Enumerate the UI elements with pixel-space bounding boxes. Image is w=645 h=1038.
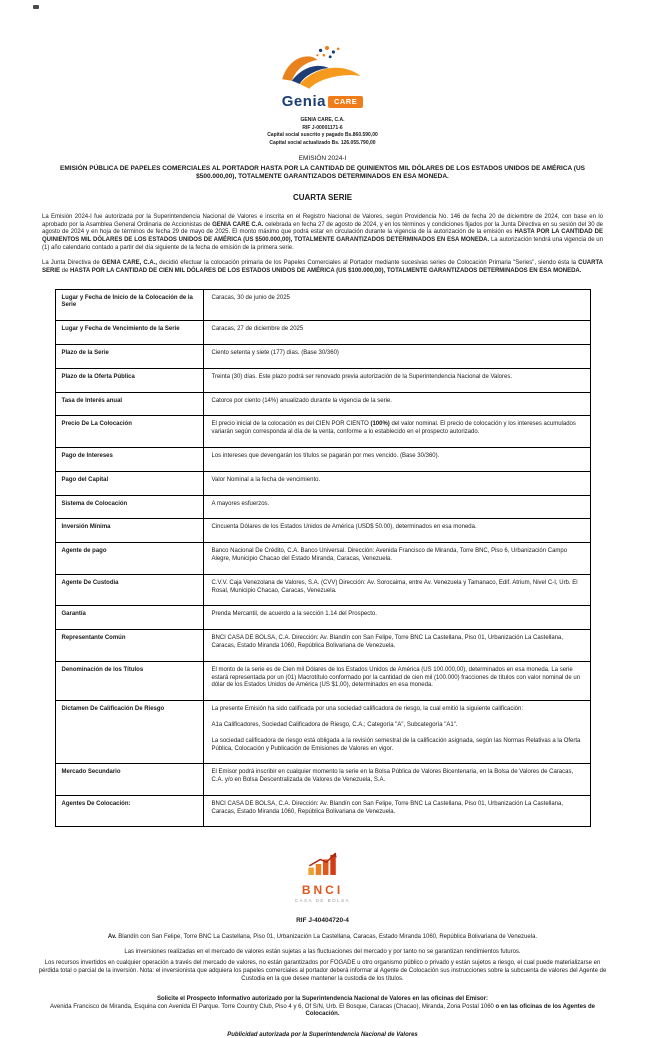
term-label: Sistema de Colocación	[55, 495, 203, 519]
disclaimer-2: Los recursos invertidos en cualquier operación a través del mercado de valores, no están garantizados por FOGADE u otro organismo público o privado y están sujetos a riesgo, el cual puede materializarse en pérdida total o parcial de la inversión. Nota: el inversionista que adquiera los papeles comerciales al portador deberá informar al Agente de Colocación sus instrucciones sobre la subcuenta de valores del Agente de Custodia en la que desee mantener la custodia de los títulos.	[38, 960, 607, 982]
document-header	[0, 0, 645, 202]
term-value: Los intereses que devengarán los títulos se pagarán por mes vencido. (Base 30/360).	[203, 447, 590, 471]
table-row	[55, 701, 590, 764]
table-row	[55, 368, 590, 392]
table-row	[55, 543, 590, 575]
term-value: Prenda Mercantil, de acuerdo a la sección 1.14 del Prospecto.	[203, 606, 590, 630]
care-badge: CARE	[328, 96, 363, 108]
term-value: El precio inicial de la colocación es del CIEN POR CIENTO (100%) del valor nominal. El precio de colocación y los intereses acumulados variarán según corresponda al día de la venta, conforme a lo establecido en el prospecto autorizado.	[203, 416, 590, 448]
term-value: Catorce por ciento (14%) anualizado durante la vigencia de la serie.	[203, 392, 590, 416]
term-label: Dictamen De Calificación De Riesgo	[55, 701, 203, 764]
term-value: La presente Emisión ha sido calificada por una sociedad calificadora de riesgo, la cual emitió la siguiente calificación: A1a Calificadores, Sociedad Calificadora de Riesgo, C.A.; Categoría "A", Subcategoría "A1". La sociedad calificadora de riesgo está obligada a la revisión semestral de la calificación asignada, según las Normas Relativas a la Oferta Pública, Colocación y Publicación de Emisiones de Valores en vigor.	[203, 701, 590, 764]
bnci-rif: RIF J-40404720-4	[296, 917, 349, 925]
intro-paragraph-2: La Junta Directiva de GENIA CARE, C.A., decidió efectuar la colocación primaria de los Papeles Comerciales al Portador mediante sucesivas series de Colocación Primaria "Series", siendo ésta la CUARTA SERIE de HASTA POR LA CANTIDAD DE CIEN MIL DÓLARES DE LOS ESTADOS UNIDOS DE AMÉRICA (US $100.000,00), TOTALMENTE GARANTIZADOS DETERMINADOS EN ESA MONEDA.	[42, 260, 604, 274]
table-row	[55, 574, 590, 606]
term-label: Agente de pago	[55, 543, 203, 575]
table-row	[55, 289, 590, 321]
term-label: Lugar y Fecha de Inicio de la Colocación de la Serie	[55, 289, 203, 321]
terms-table	[55, 289, 591, 828]
term-value: Caracas, 27 de diciembre de 2025	[203, 321, 590, 345]
company-rif: RIF J-00001171-6	[302, 124, 343, 131]
table-row	[55, 447, 590, 471]
table-row	[55, 321, 590, 345]
term-value: C.V.V. Caja Venezolana de Valores, S.A. (CVV) Dirección: Av. Sorocaima, entre Av. Venezuela y Tamanaco, Edif. Atrium, Nivel C-I, Urb. El Rosal, Municipio Chacao, Caracas, Venezuela.	[203, 574, 590, 606]
table-row	[55, 519, 590, 543]
term-label: Tasa de Interés anual	[55, 392, 203, 416]
corner-mark	[33, 5, 39, 9]
term-value: El Emisor podrá inscribir en cualquier momento la serie en la Bolsa Pública de Valores Bicentenaria, en la Bolsa de Valores de Caracas, C.A. y/o en Bolsa Descentralizada de Valores de Venezuela, S.A.	[203, 764, 590, 796]
table-row	[55, 416, 590, 448]
term-label: Inversión Mínima	[55, 519, 203, 543]
company-capital-actualizado: Capital social actualizado Bs. 126.055.790,00	[269, 139, 376, 146]
table-row	[55, 630, 590, 662]
series-title: CUARTA SERIE	[292, 192, 353, 202]
term-value: Caracas, 30 de junio de 2025	[203, 289, 590, 321]
table-row	[55, 392, 590, 416]
bnci-address: Av. Blandín con San Felipe, Torre BNC La Castellana, Piso 01, Urbanización La Castellana, Caracas, Estado Miranda 1060, República Bolivariana de Venezuela.	[107, 934, 538, 941]
term-value: A mayores esfuerzos.	[203, 495, 590, 519]
term-label: Plazo de la Oferta Pública	[55, 368, 203, 392]
table-row	[55, 795, 590, 827]
term-label: Agentes De Colocación:	[55, 795, 203, 827]
genia-wordmark: Genia	[281, 93, 326, 110]
term-label: Pago del Capital	[55, 471, 203, 495]
bnci-wordmark: BNCI	[301, 883, 344, 898]
term-value: Treinta (30) días. Este plazo podrá ser renovado previa autorización de la Superintendencia Nacional de Valores.	[203, 368, 590, 392]
bnci-logo	[0, 851, 645, 903]
term-value: Cincuenta Dólares de los Estados Unidos de América (USD$ 50.00), determinados en esa moneda.	[203, 519, 590, 543]
company-name: GENIA CARE, C.A.	[300, 117, 345, 123]
genia-care-logo	[271, 44, 375, 110]
table-row	[55, 344, 590, 368]
term-label: Representante Común	[55, 630, 203, 662]
bnci-tagline: CASA DE BOLSA	[294, 898, 351, 904]
bar-chart-growth-icon	[302, 851, 344, 877]
table-row	[55, 661, 590, 700]
genia-logo-text	[271, 93, 375, 110]
table-row	[55, 495, 590, 519]
term-value: BNCI CASA DE BOLSA, C.A. Dirección: Av. Blandín con San Felipe, Torre BNC La Castellana, Piso 01, Urbanización La Castellana, Caracas, Estado Miranda 1060, República Bolivariana de Venezuela.	[203, 795, 590, 827]
table-row	[55, 471, 590, 495]
term-label: Plazo de la Serie	[55, 344, 203, 368]
term-label: Garantía	[55, 606, 203, 630]
emission-title: EMISIÓN PÚBLICA DE PAPELES COMERCIALES AL PORTADOR HASTA POR LA CANTIDAD DE QUINIENTOS MIL DÓLARES DE LOS ESTADOS UNIDOS DE AMÉRICA (US $500.000,00), TOTALMENTE GARANTIZADOS DETERMINADOS EN ESA MONEDA.	[60, 165, 585, 181]
term-value: BNCI CASA DE BOLSA, C.A. Dirección: Av. Blandín con San Felipe, Torre BNC La Castellana, Piso 01, Urbanización La Castellana, Caracas, Estado Miranda 1060, República Bolivariana de Venezuela.	[203, 630, 590, 662]
document-footer	[0, 851, 645, 1038]
term-value: El monto de la serie es de Cien mil Dólares de los Estados Unidos de América (US 100.000,00), determinados en esa moneda. La serie estará representada por un (01) Macrotítulo conformado por la cantidad de cien mil (100.000) fracciones de títulos con valor nominal de un dólar de los Estados Unidos de América (US $1,00), determinados en esa moneda.	[203, 661, 590, 700]
term-label: Lugar y Fecha de Vencimiento de la Serie	[55, 321, 203, 345]
term-label: Pago de Intereses	[55, 447, 203, 471]
term-label: Agente De Custodia	[55, 574, 203, 606]
emission-number: EMISIÓN 2024-I	[298, 155, 347, 162]
prospecto-title: Solicite el Prospecto Informativo autorizado por la Superintendencia Nacional de Valores en las oficinas del Emisor:	[156, 995, 489, 1002]
company-capital-suscrito: Capital social suscrito y pagado Bs.860.590,00	[267, 132, 378, 138]
prospecto-address: Avenida Francisco de Miranda, Esquina con Avenida El Parque. Torre Country Club, Piso 4 y 6, Of S/N, Urb. El Bosque, Caracas (Chacao), Miranda, Zona Postal 1060 o en las oficinas de los Agentes de Colocación.	[49, 1003, 596, 1018]
term-value: Valor Nominal a la fecha de vencimiento.	[203, 471, 590, 495]
term-value: Banco Nacional De Crédito, C.A. Banco Universal. Dirección: Avenida Francisco de Miranda, Torre BNC, Piso 6, Urbanización Campo Alegre, Municipio Chacao del Estado Miranda, Caracas, Venezuela.	[203, 543, 590, 575]
bird-logo-icon	[271, 44, 375, 92]
term-label: Denominación de los Títulos	[55, 661, 203, 700]
table-row	[55, 606, 590, 630]
publicidad-notice: Publicidad autorizada por la Superintendencia Nacional de Valores	[227, 1032, 418, 1038]
company-info	[0, 117, 645, 147]
disclaimer-1: Las inversiones realizadas en el mercado de valores están sujetas a las fluctuaciones del mercado y por tanto no se garantizan rendimientos futuros.	[124, 949, 521, 956]
table-row	[55, 764, 590, 796]
intro-paragraph-1: La Emisión 2024-I fue autorizada por la Superintendencia Nacional de Valores e inscrita en el Registro Nacional de Valores, según Providencia No. 146 de fecha 20 de diciembre de 2024, con base en lo aprobado por la Asamblea General Ordinaria de Accionistas de GENIA CARE C.A. celebrada en fecha 27 de agosto de 2024, y en los términos y condiciones fijados por la Junta Directiva en su sesión del 30 de agosto de 2024 y en hoja de términos de fecha 29 de mayo de 2025. El monto máximo que podrá estar en circulación durante la vigencia de la autorización de la emisión es HASTA POR LA CANTIDAD DE QUINIENTOS MIL DÓLARES DE LOS ESTADOS UNIDOS DE AMÉRICA (US $500.000,00), TOTALMENTE GARANTIZADOS DETERMINADOS EN ESA MONEDA. La autorización tendrá una vigencia de un (1) año calendario contado a partir del día siguiente de la fecha de emisión de la primera serie.	[42, 213, 603, 251]
term-label: Mercado Secundario	[55, 764, 203, 796]
term-value: Ciento setenta y siete (177) días. (Base 30/360)	[203, 344, 590, 368]
term-label: Precio De La Colocación	[55, 416, 203, 448]
